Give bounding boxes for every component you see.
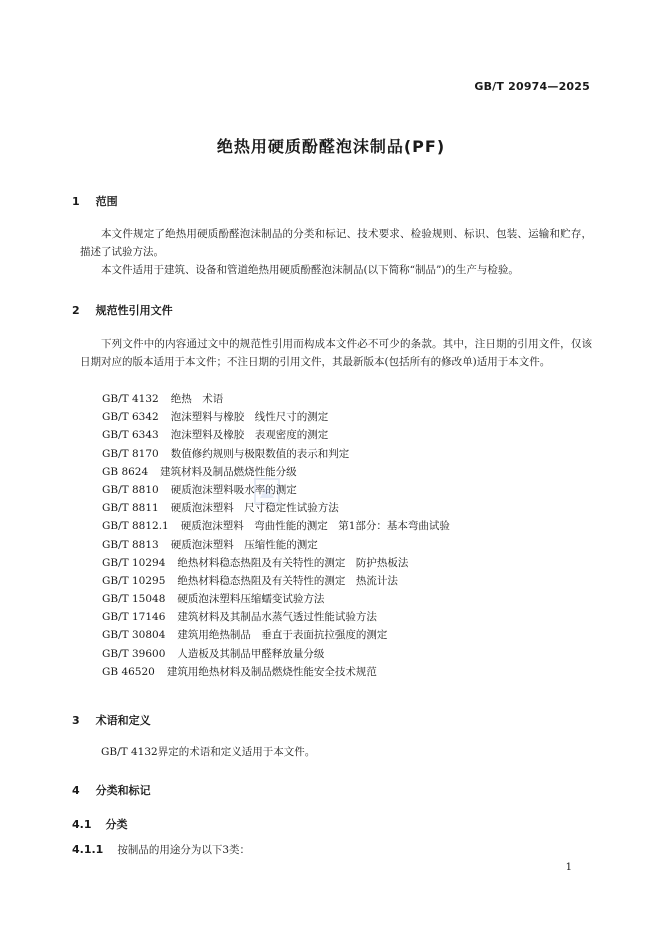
section-1-heading [72,193,118,209]
reference-code: GB/T 30804 [102,629,166,642]
reference-item [102,608,450,626]
reference-item [102,590,450,608]
reference-item [102,517,450,535]
reference-code: GB 8624 [102,465,149,478]
terms-paragraph: GB/T 4132界定的术语和定义适用于本文件。 [101,746,316,758]
reference-item [102,645,450,663]
reference-code: GB/T 6342 [102,411,159,424]
reference-title: 硬质泡沫塑料压缩蠕变试验方法 [177,593,325,606]
reference-title: 数值修约规则与极限数值的表示和判定 [170,447,350,460]
reference-title: 人造板及其制品甲醛释放量分级 [177,647,325,660]
reference-code: GB/T 8810 [102,483,159,496]
section-title: 范围 [95,195,118,208]
reference-title: 硬质泡沫塑料 弯曲性能的测定 第1部分：基本弯曲试验 [180,520,450,533]
section-2-heading [72,302,173,318]
reference-code: GB/T 6343 [102,429,159,442]
reference-title: 绝热材料稳态热阻及有关特性的测定 防护热板法 [177,556,409,569]
section-title: 规范性引用文件 [95,304,173,317]
section-title: 术语和定义 [95,714,151,727]
reference-code: GB/T 8170 [102,447,159,460]
reference-title: 建筑材料及制品燃烧性能分级 [160,465,297,478]
watermark-logo-icon [252,476,282,506]
reference-title: 硬质泡沫塑料吸水率的测定 [170,483,297,496]
reference-code: GB/T 4132 [102,393,159,405]
reference-item [102,536,450,554]
section-title: 分类和标记 [95,784,151,797]
reference-title: 泡沫塑料与橡胶 线性尺寸的测定 [170,411,329,424]
reference-code: GB/T 10295 [102,574,166,587]
clause-number: 4.1 [72,818,92,831]
section-4-heading [72,782,151,798]
page-number: 1 [565,862,572,873]
reference-code: GB/T 39600 [102,647,166,660]
reference-item [102,663,450,681]
clause-4-1-1 [72,842,250,857]
section-number: 1 [72,195,80,208]
reference-item [102,626,450,644]
clause-title: 分类 [105,818,128,831]
scope-paragraph-1: 本文件规定了绝热用硬质酚醛泡沫制品的分类和标记、技术要求、检验规则、标识、包装、运输和贮存，描述了试验方法。 [80,228,592,258]
reference-item [102,554,450,572]
reference-title: 建筑用绝热材料及制品燃烧性能安全技术规范 [166,665,377,678]
reference-list [102,390,450,681]
reference-title: 泡沫塑料及橡胶 表观密度的测定 [170,429,329,442]
section-number: 4 [72,784,80,797]
reference-item [102,408,450,426]
reference-title: 硬质泡沫塑料 尺寸稳定性试验方法 [170,502,339,515]
clause-text: 按制品的用途分为以下3类： [117,844,251,856]
reference-item [102,426,450,444]
section-3-heading [72,712,151,728]
reference-title: 绝热 术语 [170,393,224,405]
standard-code: GB/T 20974—2025 [474,80,590,93]
reference-item [102,572,450,590]
clause-number: 4.1.1 [72,843,104,856]
reference-code: GB/T 8812.1 [102,520,169,533]
references-intro: 下列文件中的内容通过文中的规范性引用而构成本文件必不可少的条款。其中，注日期的引用文件，仅该日期对应的版本适用于本文件；不注日期的引用文件，其最新版本(包括所有的修改单)适用于本文件。 [80,338,592,368]
section-number: 3 [72,714,80,727]
reference-title: 绝热材料稳态热阻及有关特性的测定 热流计法 [177,574,398,587]
document-title: 绝热用硬质酚醛泡沫制品(PF) [216,137,446,156]
reference-code: GB/T 8811 [102,502,159,515]
scope-paragraph-2: 本文件适用于建筑、设备和管道绝热用硬质酚醛泡沫制品(以下简称“制品”)的生产与检验。 [101,264,519,276]
reference-title: 建筑用绝热制品 垂直于表面抗拉强度的测定 [177,629,388,642]
reference-code: GB/T 8813 [102,538,159,551]
reference-code: GB/T 15048 [102,593,166,606]
reference-code: GB 46520 [102,665,155,678]
reference-code: GB/T 10294 [102,556,166,569]
reference-title: 硬质泡沫塑料 压缩性能的测定 [170,538,318,551]
reference-code: GB/T 17146 [102,611,166,624]
reference-item [102,445,450,463]
section-number: 2 [72,304,80,317]
clause-4-1-heading [72,816,128,832]
reference-item [102,390,450,408]
reference-title: 建筑材料及其制品水蒸气透过性能试验方法 [177,611,377,624]
